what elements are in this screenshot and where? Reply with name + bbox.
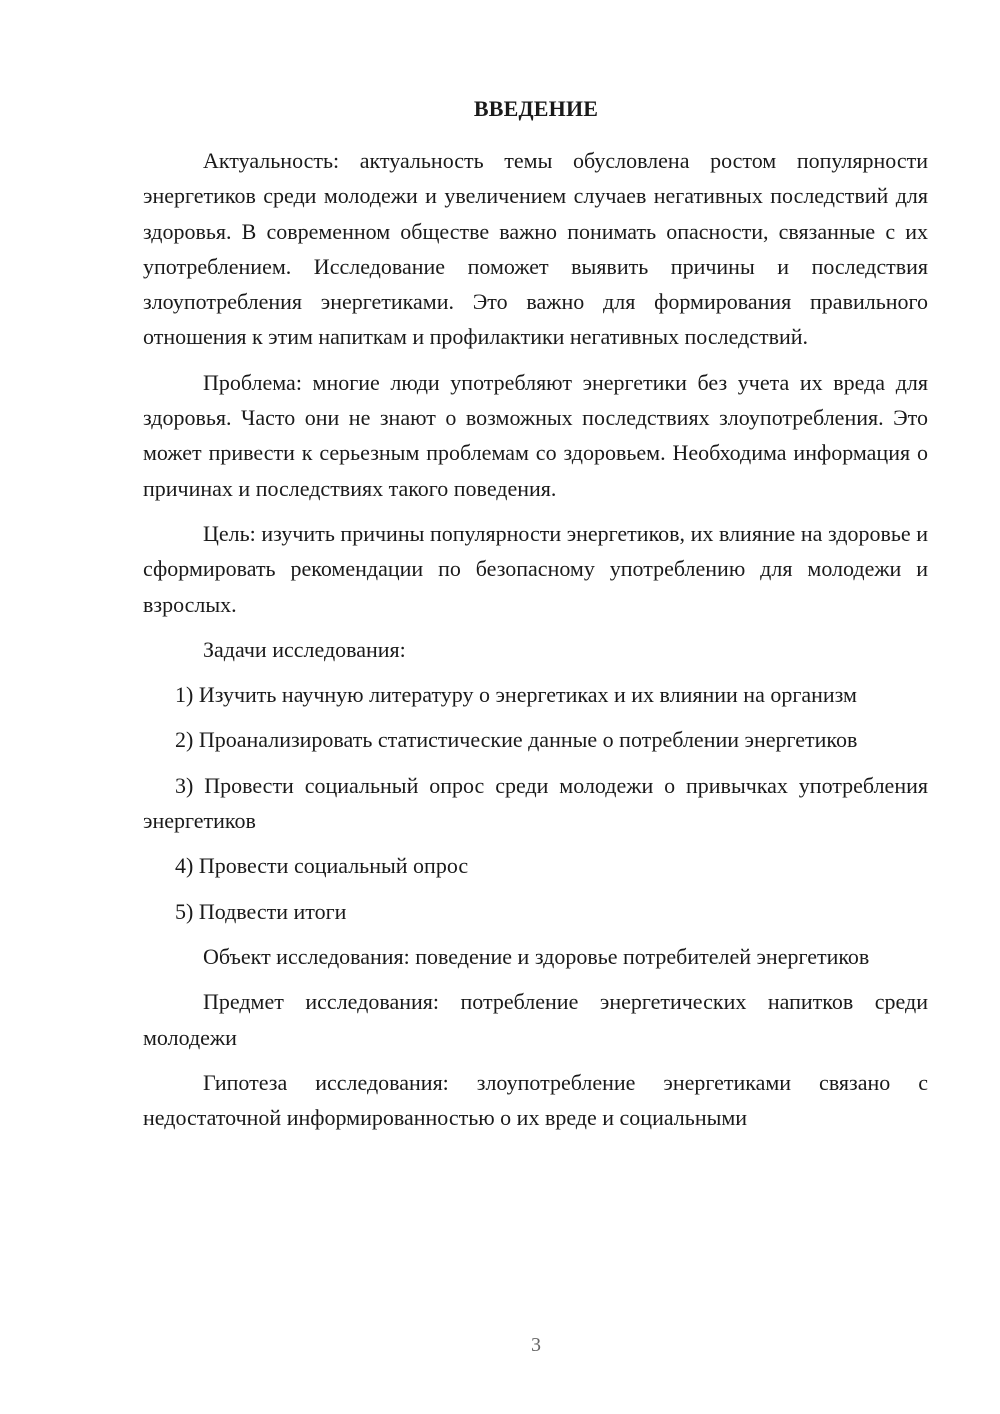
page-number: 3 <box>531 1334 541 1356</box>
page-title: ВВЕДЕНИЕ <box>473 96 599 121</box>
paragraph-problem: Проблема: многие люди употребляют энергетики без учета их вреда для здоровья. Часто они не знают о возможных последствиях злоупотребления. Это может привести к серьезным проблемам со здоровьем. Необходима информация о причинах и последствиях такого поведения. <box>143 369 928 501</box>
paragraph-tasks-heading: Задачи исследования: <box>203 636 406 662</box>
task-item-1: 1) Изучить научную литературу о энергетиках и их влиянии на организм <box>175 682 857 708</box>
task-item-5: 5) Подвести итоги <box>175 898 347 924</box>
task-item-3: 3) Провести социальный опрос среди молодежи о привычках употребления энергетиков <box>143 772 928 834</box>
task-item-2: 2) Проанализировать статистические данные о потреблении энергетиков <box>175 727 858 753</box>
paragraph-object: Объект исследования: поведение и здоровье потребителей энергетиков <box>203 943 870 969</box>
paragraph-relevance: Актуальность: актуальность темы обусловлена ростом популярности энергетиков среди молодежи и увеличением случаев негативных последствий для здоровья. В современном обществе важно понимать опасности, связанные с их употреблением. Исследование поможет выявить причины и последствия злоупотребления энергетиками. Это важно для формирования правильного отношения к этим напиткам и профилактики негативных последствий. <box>143 148 928 350</box>
document-body <box>143 143 928 1145</box>
paragraph-subject: Предмет исследования: потребление энергетических напитков среди молодежи <box>143 989 928 1050</box>
paragraph-goal: Цель: изучить причины популярности энергетиков, их влияние на здоровье и сформировать рекомендации по безопасному употреблению для молодежи и взрослых. <box>143 520 928 617</box>
task-item-4: 4) Провести социальный опрос <box>175 853 469 879</box>
paragraph-hypothesis: Гипотеза исследования: злоупотребление энергетиками связано с недостаточной информированностью о их вреде и социальными <box>143 1069 928 1131</box>
